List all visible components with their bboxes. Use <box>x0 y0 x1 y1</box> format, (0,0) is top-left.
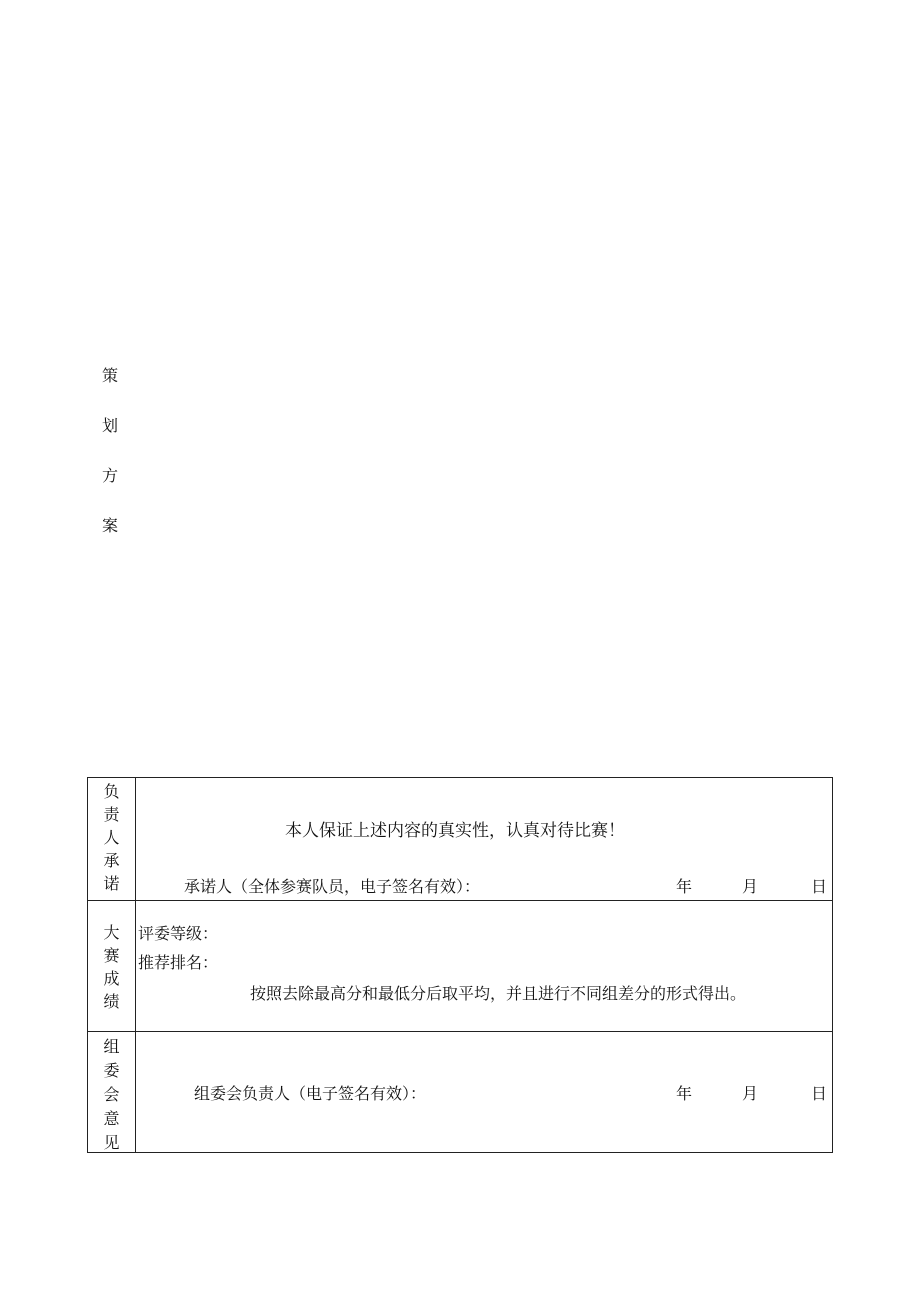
label-char: 负 <box>103 782 120 801</box>
label-char: 大 <box>103 923 120 942</box>
result-label <box>88 901 136 1031</box>
pledge-month: 月 <box>742 877 759 896</box>
label-char: 赛 <box>103 946 120 965</box>
label-char: 承 <box>103 851 120 870</box>
heading-char: 案 <box>102 516 119 535</box>
result-row <box>88 901 832 1032</box>
heading-char: 策 <box>102 366 119 385</box>
label-char: 诺 <box>103 874 120 893</box>
scoring-method: 按照去除最高分和最低分后取平均，并且进行不同组差分的形式得出。 <box>250 984 747 1003</box>
pledge-signer-label[interactable]: 承诺人（全体参赛队员，电子签名有效）： <box>184 877 481 896</box>
committee-day: 日 <box>811 1084 828 1103</box>
grade-label[interactable]: 评委等级： <box>138 924 219 943</box>
label-char: 责 <box>103 805 120 824</box>
pledge-row <box>88 778 832 901</box>
pledge-label <box>88 778 136 900</box>
committee-row <box>88 1032 832 1152</box>
label-char: 意 <box>103 1109 120 1128</box>
committee-content <box>136 1032 832 1152</box>
label-char: 人 <box>103 828 120 847</box>
committee-year: 年 <box>676 1084 693 1103</box>
committee-signer-label[interactable]: 组委会负责人（电子签名有效）： <box>194 1084 427 1103</box>
label-char: 绩 <box>103 992 120 1011</box>
label-char: 成 <box>103 969 120 988</box>
pledge-year: 年 <box>676 877 693 896</box>
label-char: 见 <box>103 1133 120 1152</box>
heading-char: 划 <box>102 416 119 435</box>
committee-month: 月 <box>742 1084 759 1103</box>
pledge-statement: 本人保证上述内容的真实性，认真对待比赛！ <box>285 821 625 841</box>
pledge-day: 日 <box>811 877 828 896</box>
label-char: 会 <box>103 1085 120 1104</box>
result-content <box>136 901 832 1031</box>
committee-label <box>88 1032 136 1152</box>
rank-label[interactable]: 推荐排名： <box>138 953 219 972</box>
pledge-result-table <box>87 777 833 1153</box>
label-char: 组 <box>103 1037 120 1056</box>
label-char: 委 <box>103 1061 120 1080</box>
pledge-content <box>136 778 832 900</box>
heading-char: 方 <box>102 466 119 485</box>
